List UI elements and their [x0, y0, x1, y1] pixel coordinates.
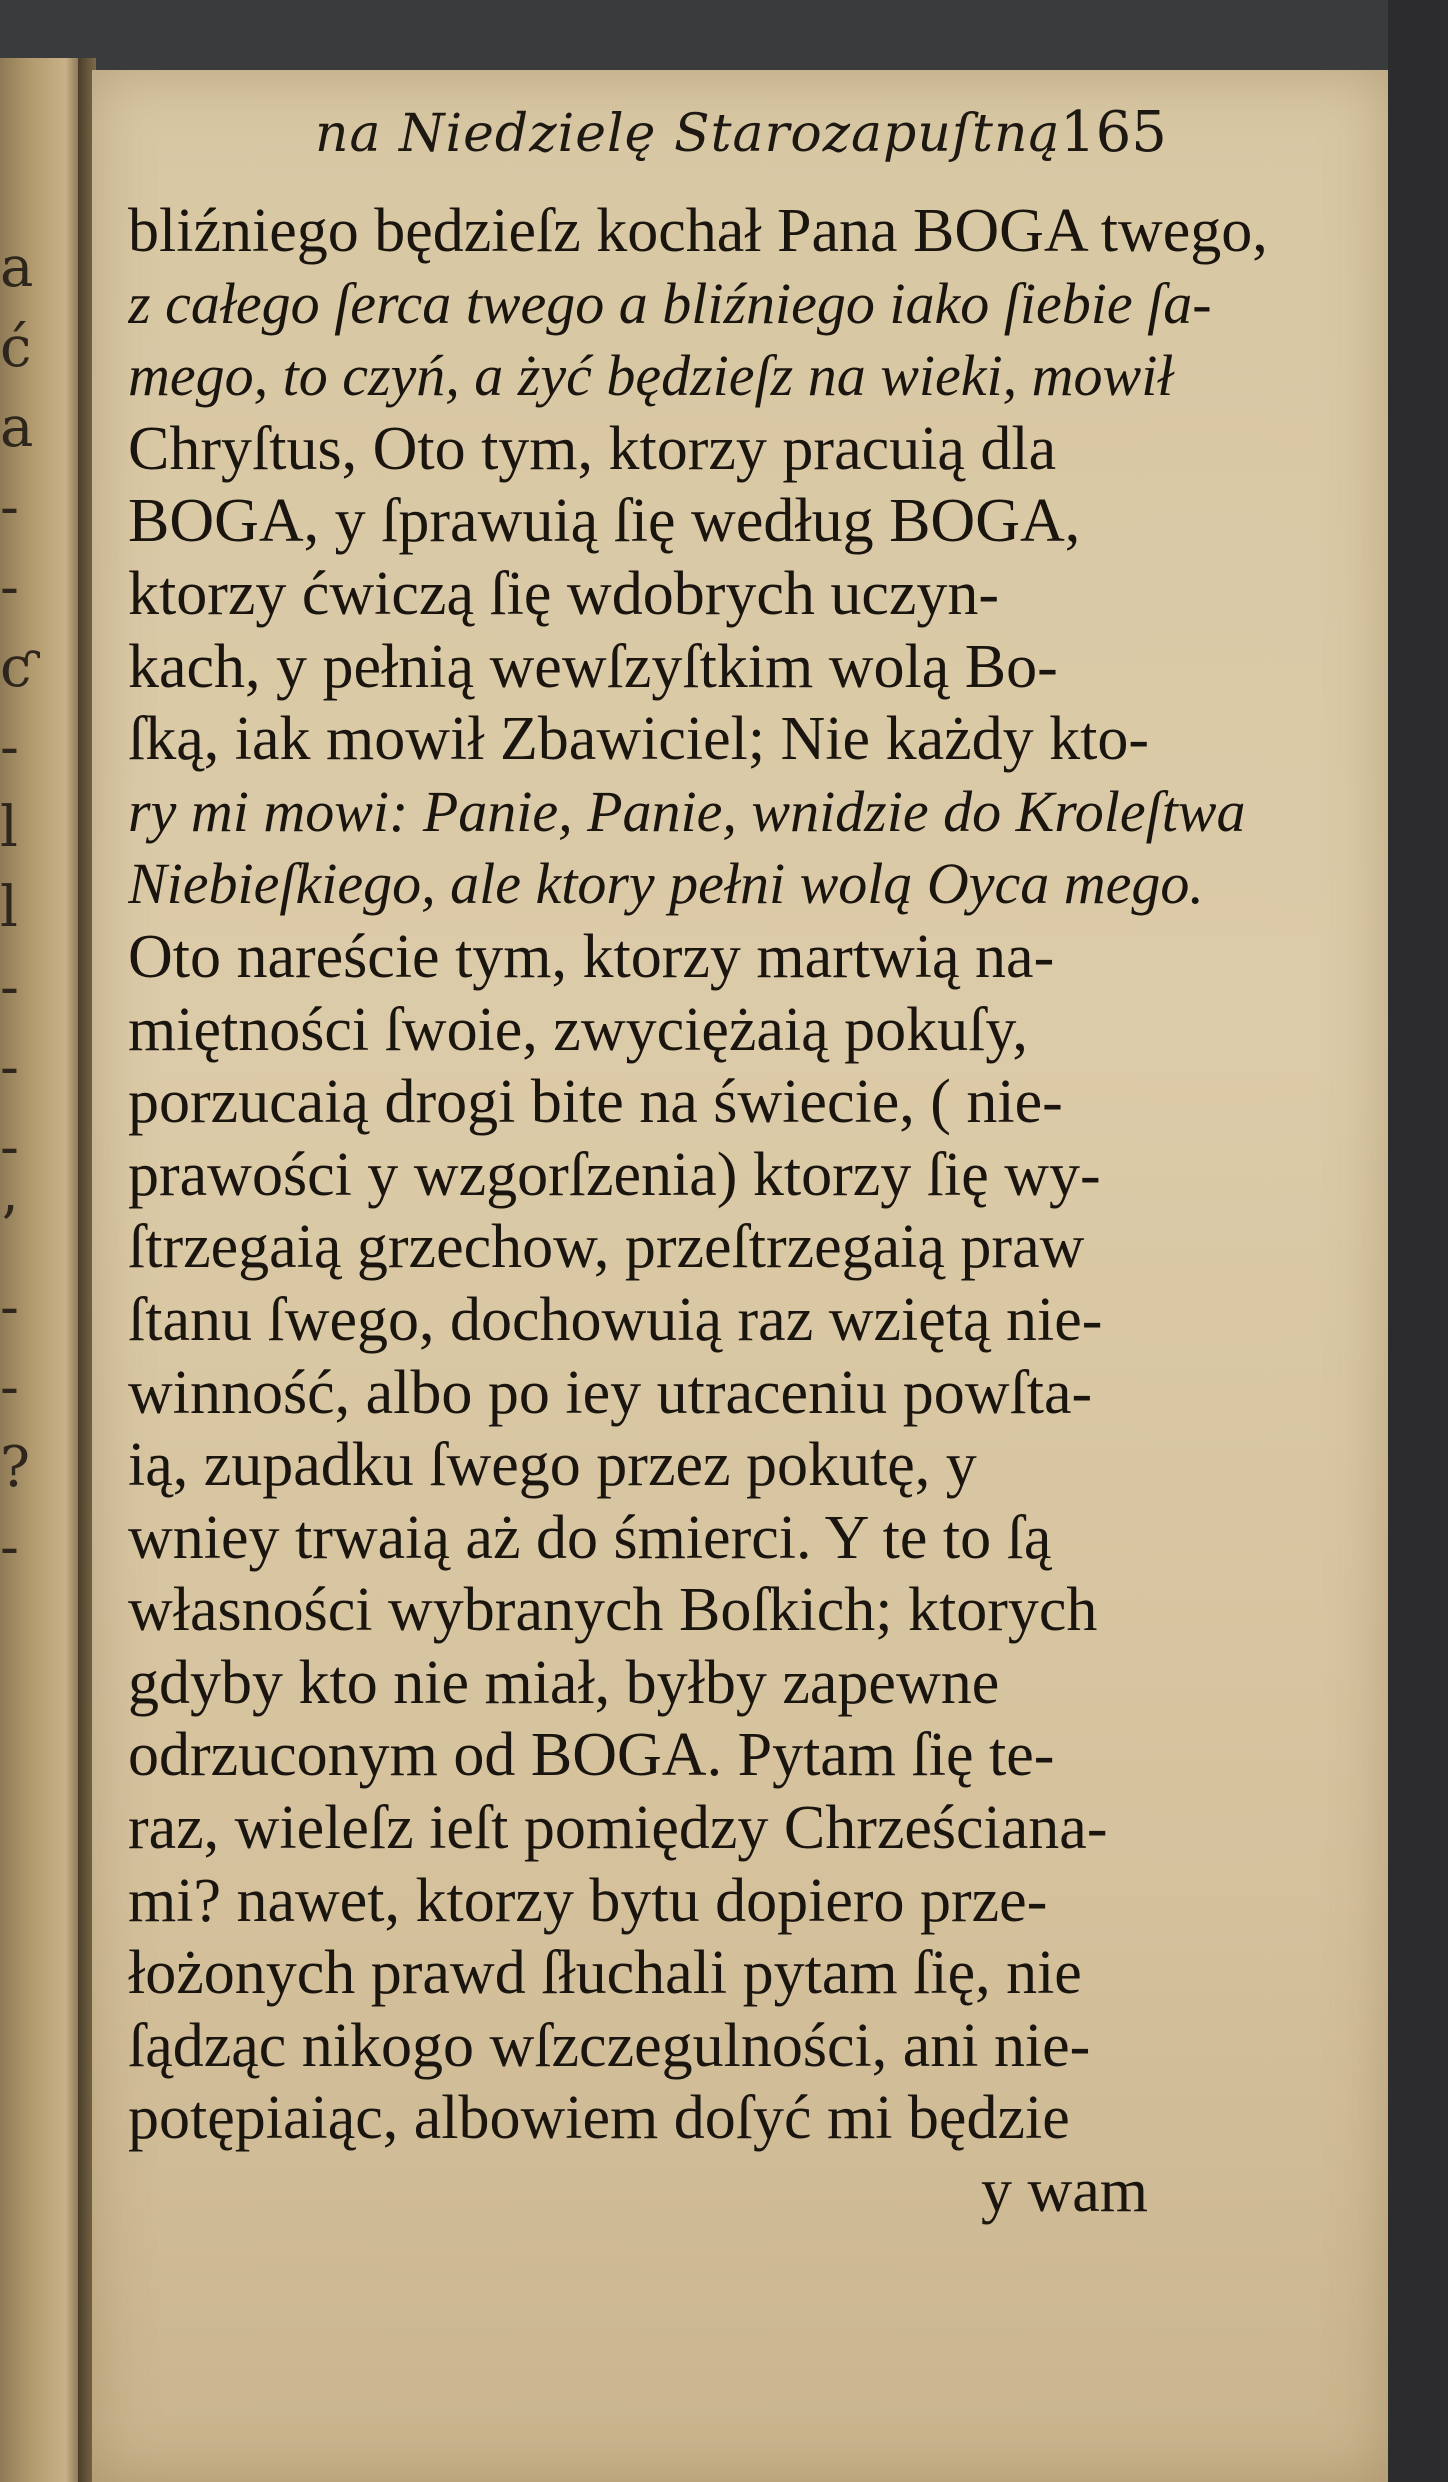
text-line: kach, y pełnią wewſzyſtkim wolą Bo- — [128, 632, 1058, 701]
text-line: Niebieſkiego, ale ktory pełni wolą Oyca mego. — [128, 851, 1204, 917]
text-line: własności wybranych Boſkich; ktorych — [128, 1576, 1098, 1645]
catchword: y wam — [980, 2157, 1148, 2226]
margin-char: l — [0, 875, 18, 940]
margin-char: - — [0, 475, 19, 540]
text-line: potępiaiąc, albowiem doſyć mi będzie — [128, 2084, 1070, 2153]
margin-char: - — [0, 1115, 19, 1180]
text-line: miętności ſwoie, zwyciężaią pokuſy, — [128, 995, 1028, 1064]
text-line: ktorzy ćwiczą ſię wdobrych uczyn- — [128, 559, 1000, 628]
facing-page-edge — [0, 58, 82, 2482]
text-line: Oto nareście tym, ktorzy martwią na- — [128, 922, 1055, 991]
text-line: BOGA, y ſprawuią ſię według BOGA, — [128, 487, 1081, 556]
margin-char: a — [0, 235, 34, 300]
text-line: porzucaią drogi bite na świecie, ( nie- — [128, 1068, 1063, 1137]
text-line: mego, to czyń, a żyć będzieſz na wieki, mowił — [128, 343, 1174, 409]
margin-char: - — [0, 715, 19, 780]
margin-char: a — [0, 395, 34, 460]
margin-char: - — [0, 1275, 19, 1340]
page-header — [220, 100, 1260, 180]
text-line: ſtanu ſwego, dochowuią raz wziętą nie- — [128, 1285, 1103, 1354]
text-line: z całego ſerca twego a bliźniego iako ſiebie ſa- — [128, 270, 1212, 336]
margin-char: - — [0, 1355, 19, 1420]
text-line: prawości y wzgorſzenia) ktorzy ſię wy- — [128, 1140, 1101, 1209]
text-line: ią, zupadku ſwego przez pokutę, y — [128, 1431, 977, 1500]
margin-char: ’ — [0, 1195, 18, 1260]
running-head: na Niedzielę Starozapuſtną — [315, 104, 1061, 164]
text-line: winność, albo po iey utraceniu powſta- — [128, 1358, 1093, 1427]
text-line: raz, wieleſz ieſt pomiędzy Chrześciana- — [128, 1794, 1108, 1863]
margin-char: ƈ — [0, 635, 32, 700]
text-line: bliźniego będzieſz kochał Pana BOGA twego, — [128, 197, 1268, 265]
scanner-background-right — [1388, 0, 1448, 2482]
text-line: ſtrzegaią grzechow, przeſtrzegaią praw — [128, 1213, 1085, 1282]
body-text — [128, 195, 1288, 2228]
text-line: łożonych prawd ſłuchali pytam ſię, nie — [128, 1939, 1082, 2008]
text-line: ry mi mowi: Panie, Panie, wnidzie do Kroleſtwa — [128, 778, 1246, 844]
margin-char: ć — [0, 315, 32, 380]
text-line: odrzuconym od BOGA. Pytam ſię te- — [128, 1721, 1055, 1790]
margin-char: - — [0, 955, 19, 1020]
margin-char: - — [0, 1035, 19, 1100]
text-line: ſądząc nikogo wſzczegulności, ani nie- — [128, 2011, 1091, 2080]
text-line: mi? nawet, ktorzy bytu dopiero prze- — [128, 1866, 1048, 1935]
margin-char: l — [0, 795, 18, 860]
margin-char: - — [0, 555, 19, 620]
margin-char: - — [0, 1515, 19, 1580]
scanner-background-top — [0, 0, 1448, 70]
text-line: ſką, iak mowił Zbawiciel; Nie każdy kto- — [128, 705, 1149, 774]
page-number: 165 — [1060, 100, 1167, 165]
text-line: Chryſtus, Oto tym, ktorzy pracuią dla — [128, 414, 1057, 483]
facing-page-margin-text — [0, 228, 40, 1588]
text-line: wniey trwaią aż do śmierci. Y te to ſą — [128, 1503, 1052, 1572]
margin-char: ? — [0, 1435, 31, 1500]
text-line: gdyby kto nie miał, byłby zapewne — [128, 1648, 1000, 1717]
